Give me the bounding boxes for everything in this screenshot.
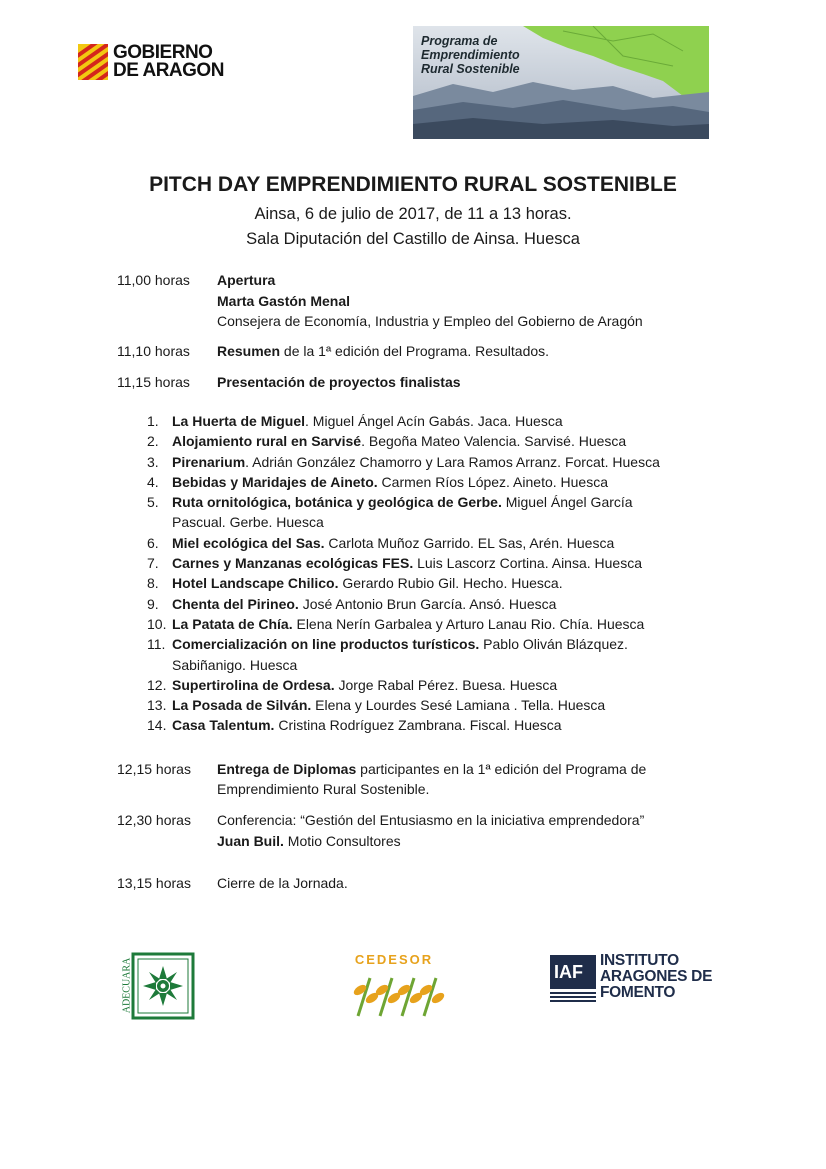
- project-number: 11.: [147, 636, 166, 653]
- project-detail-continued: Pascual. Gerbe. Huesca: [172, 514, 324, 531]
- project-name: Alojamiento rural en Sarvisé: [172, 433, 362, 450]
- gobierno-aragon-wordmark: [113, 44, 224, 80]
- project-number: 2.: [147, 433, 159, 450]
- gobierno-aragon-logo: [78, 44, 243, 84]
- cedesor-sprouts-icon: [340, 968, 448, 1018]
- project-detail: Luis Lascorz Cortina. Ainsa. Huesca: [413, 555, 642, 572]
- project-item: [117, 411, 717, 431]
- iaf-abbreviation: IAF: [554, 962, 583, 982]
- project-number: 12.: [147, 676, 167, 693]
- conference-title: Conferencia: “Gestión del Entusiasmo en la iniciativa emprendedora”: [217, 812, 645, 828]
- project-detail: Gerardo Rubio Gil. Hecho. Huesca.: [338, 575, 563, 592]
- iaf-wordmark: [600, 953, 712, 1001]
- project-detail: Carlota Muñoz Garrido. EL Sas, Arén. Huesca: [324, 534, 615, 551]
- opening-time: 11,00 horas: [117, 272, 190, 288]
- diplomas-entry: [217, 759, 646, 780]
- conference-time: 12,30 horas: [117, 812, 191, 828]
- project-number: 8.: [147, 575, 159, 592]
- project-number: 4.: [147, 473, 159, 490]
- project-item: [117, 715, 717, 735]
- project-detail: José Antonio Brun García. Ansó. Huesca: [298, 595, 557, 612]
- banner-line-2: Emprendimiento: [421, 48, 520, 62]
- banner-line-3: Rural Sostenible: [421, 62, 520, 76]
- closing-time: 13,15 horas: [117, 875, 191, 891]
- gobierno-line: GOBIERNO: [113, 42, 213, 63]
- project-name: La Posada de Silván.: [172, 697, 312, 714]
- project-detail: . Begoña Mateo Valencia. Sarvisé. Huesca: [361, 433, 627, 450]
- event-venue: Sala Diputación del Castillo de Ainsa. Huesca: [246, 230, 580, 248]
- cedesor-wordmark: CEDESOR: [354, 952, 434, 967]
- cedesor-logo: [340, 952, 448, 1018]
- project-detail-continued: Sabiñanigo. Huesca: [172, 656, 298, 673]
- iaf-logo: [550, 952, 725, 1005]
- project-detail: Jorge Rabal Pérez. Buesa. Huesca: [334, 676, 558, 693]
- project-item: [117, 614, 717, 634]
- opening-speaker: Marta Gastón Menal: [217, 293, 351, 309]
- project-number: 5.: [147, 494, 159, 511]
- program-banner-image: [413, 26, 709, 139]
- summary-time: 11,10 horas: [117, 343, 190, 359]
- program-banner-title: [421, 34, 520, 76]
- project-detail: . Adrián González Chamorro y Lara Ramos Arranz. Forcat. Huesca: [245, 453, 660, 470]
- project-name: La Huerta de Miguel: [172, 413, 306, 429]
- aragon-flag-icon: [78, 44, 108, 80]
- iaf-line-1: INSTITUTO: [600, 952, 679, 969]
- project-name: Comercialización on line productos turísticos.: [172, 636, 480, 653]
- opening-title: Apertura: [217, 272, 276, 288]
- adecuara-logo: [120, 950, 196, 1022]
- iaf-line-3: FOMENTO: [600, 984, 676, 1001]
- project-item: [117, 492, 717, 533]
- presentation-title: Presentación de proyectos finalistas: [217, 374, 461, 390]
- conference-speaker-org: Motio Consultores: [283, 833, 401, 849]
- diplomas-time: 12,15 horas: [117, 761, 191, 777]
- diplomas-text-line-2: Emprendimiento Rural Sostenible.: [217, 781, 430, 797]
- project-name: Bebidas y Maridajes de Aineto.: [172, 473, 378, 490]
- conference-speaker-line: [217, 831, 401, 852]
- closing-text: Cierre de la Jornada.: [217, 875, 348, 891]
- project-number: 10.: [147, 615, 167, 632]
- conference-speaker: Juan Buil.: [217, 833, 284, 849]
- project-item: [117, 553, 717, 573]
- project-item: [117, 431, 717, 451]
- project-name: Casa Talentum.: [172, 717, 275, 734]
- project-name: Carnes y Manzanas ecológicas FES.: [172, 555, 414, 572]
- project-number: 1.: [147, 413, 159, 429]
- iaf-stripes: [550, 992, 596, 1003]
- project-name: Supertirolina de Ordesa.: [172, 676, 335, 693]
- project-detail: Elena Nerín Garbalea y Arturo Lanau Rio. Chía. Huesca: [292, 615, 645, 632]
- project-item: [117, 695, 717, 715]
- summary-text: de la 1ª edición del Programa. Resultados.: [280, 343, 550, 359]
- project-item: [117, 452, 717, 472]
- project-item: [117, 675, 717, 695]
- diplomas-text: participantes en la 1ª edición del Programa de: [356, 761, 647, 777]
- project-number: 9.: [147, 595, 159, 612]
- adecuara-wordmark: ADECUARA: [121, 957, 133, 1014]
- project-name: Hotel Landscape Chilico.: [172, 575, 339, 592]
- finalist-projects-list: [117, 411, 717, 736]
- banner-line-1: Programa de: [421, 34, 498, 48]
- project-number: 6.: [147, 534, 159, 551]
- project-detail: . Miguel Ángel Acín Gabás. Jaca. Huesca: [305, 413, 563, 429]
- project-detail: Pablo Oliván Blázquez.: [479, 636, 628, 653]
- project-name: Chenta del Pirineo.: [172, 595, 299, 612]
- project-item: [117, 594, 717, 614]
- project-item: [117, 472, 717, 492]
- project-number: 13.: [147, 697, 167, 714]
- project-item: [117, 533, 717, 553]
- presentation-time: 11,15 horas: [117, 374, 190, 390]
- event-date: Ainsa, 6 de julio de 2017, de 11 a 13 horas.: [254, 205, 572, 223]
- project-name: Pirenarium: [172, 453, 246, 470]
- project-number: 7.: [147, 555, 159, 572]
- project-detail: Carmen Ríos López. Aineto. Huesca: [377, 473, 608, 490]
- project-name: Ruta ornitológica, botánica y geológica de Gerbe.: [172, 494, 502, 511]
- project-name: Miel ecológica del Sas.: [172, 534, 325, 551]
- page-title: PITCH DAY EMPRENDIMIENTO RURAL SOSTENIBLE: [149, 173, 677, 196]
- diplomas-title: Entrega de Diplomas: [217, 761, 357, 777]
- project-item: [117, 573, 717, 593]
- project-number: 14.: [147, 717, 167, 734]
- project-detail: Cristina Rodríguez Zambrana. Fiscal. Huesca: [274, 717, 562, 734]
- summary-title: Resumen: [217, 343, 281, 359]
- project-item: [117, 634, 717, 675]
- project-number: 3.: [147, 453, 159, 470]
- project-detail: Miguel Ángel García: [501, 494, 633, 511]
- de-aragon-line: DE ARAGON: [113, 60, 224, 81]
- project-detail: Elena y Lourdes Sesé Lamiana . Tella. Huesca: [311, 697, 606, 714]
- iaf-line-2: ARAGONES DE: [600, 968, 713, 985]
- opening-speaker-role: Consejera de Economía, Industria y Empleo del Gobierno de Aragón: [217, 313, 643, 329]
- summary-entry: [217, 341, 549, 362]
- project-name: La Patata de Chía.: [172, 615, 293, 632]
